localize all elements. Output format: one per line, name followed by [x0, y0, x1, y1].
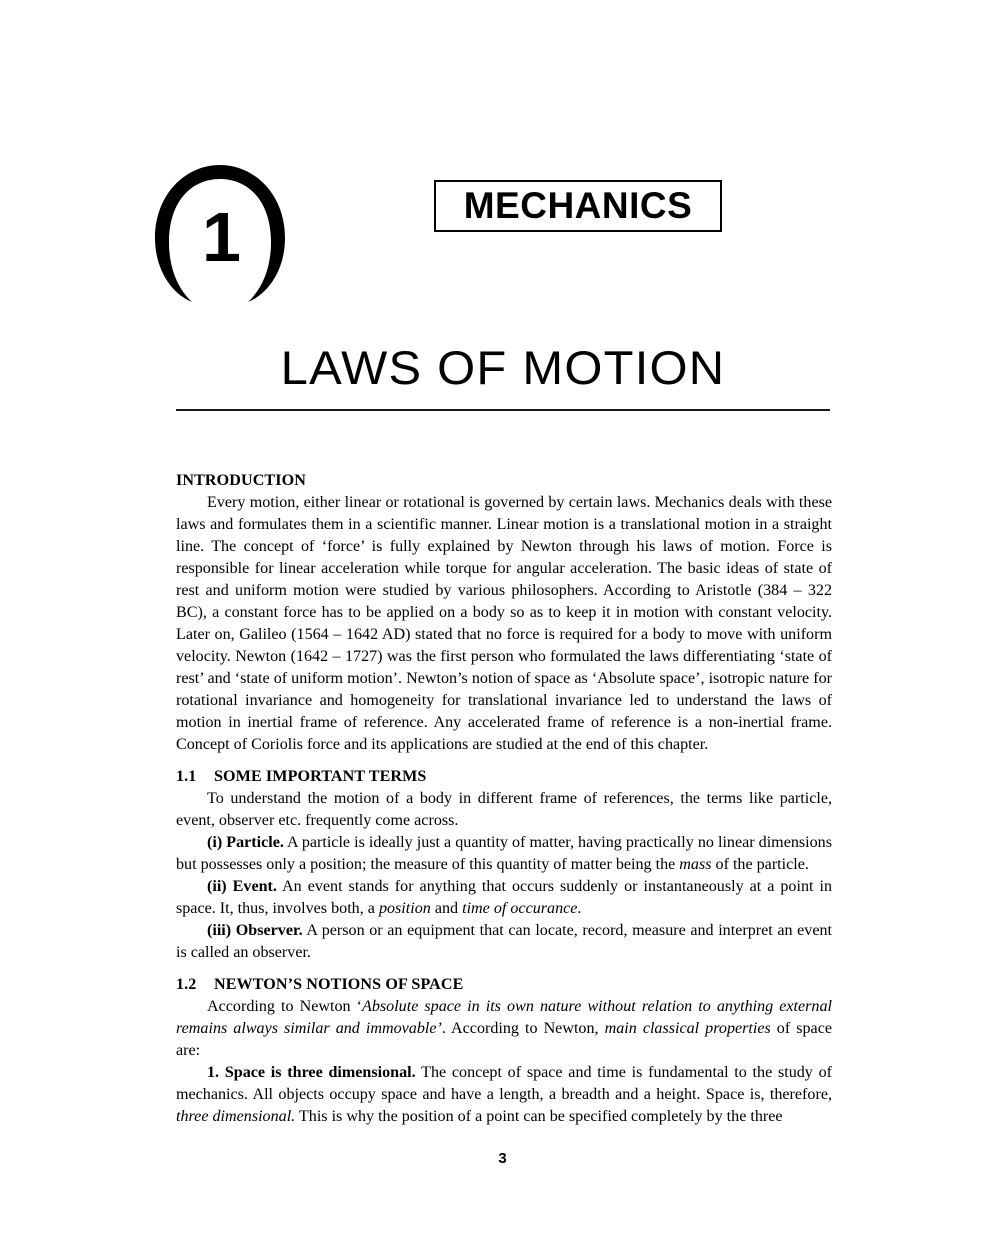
s12-text-a: According to Newton ‘ [207, 998, 363, 1015]
term-text-particle-a: A particle is ideally just a quantity of matter, having practically no linear dimensions but possesses only a position; the measure of this quantity of matter being the [176, 834, 832, 873]
space-point-1-text-a: The concept of space and time is fundamental to the study of mechanics. All objects occupy space and have a length, a breadth and a height. Space is, therefore, [176, 1064, 832, 1103]
term-text-event-c: . [577, 900, 582, 917]
term-text-particle-b: of the particle. [711, 856, 809, 873]
term-label-observer: (iii) Observer. [207, 922, 303, 939]
introduction-paragraph: Every motion, either linear or rotational is governed by certain laws. Mechanics deals with these laws and formulates them in a scientific manner. Linear motion is a translational motion in a straight line. The concept of ‘force’ is fully explained by Newton through his laws of motion. Force is responsible for linear acceleration while torque for angular acceleration. The basic ideas of state of rest and uniform motion were studied by various philosophers. According to Aristotle (384 – 322 BC), a constant force has to be applied on a body so as to keep it in motion with constant velocity. Later on, Galileo (1564 – 1642 AD) stated that no force is required for a body to move with uniform velocity. Newton (1642 – 1727) was the first person who formulated the laws differentiating ‘state of rest’ and ‘state of uniform motion’. Newton’s notion of space as ‘Absolute space’, isotropic nature for rotational invariance and homogeneity for translational invariance led to understand the laws of motion in inertial frame of reference. Any accelerated frame of reference is a non-inertial frame. Concept of Coriolis force and its applications are studied at the end of this chapter. [176, 494, 832, 753]
space-point-1-label: 1. Space is three dimensional. [207, 1064, 416, 1081]
s12-italic-phrase: main classical properties [604, 1020, 771, 1037]
chapter-badge [150, 162, 290, 307]
space-point-1-text-b: This is why the position of a point can be specified completely by the three [295, 1108, 783, 1125]
mechanics-banner-label: MECHANICS [463, 184, 693, 226]
section-heading-1-1 [176, 766, 832, 788]
circle-chapter-badge-icon [150, 162, 290, 307]
section-1-1-intro-paragraph: To understand the motion of a body in different frame of references, the terms like particle, event, observer etc. frequently come across. [176, 790, 832, 829]
space-point-1 [176, 1062, 832, 1128]
section-1-2-intro-paragraph [176, 996, 832, 1062]
page-number: 3 [498, 1150, 507, 1167]
term-label-particle: (i) Particle. [207, 834, 284, 851]
term-item-event [176, 876, 832, 920]
s12-text-b: . According to Newton, [441, 1020, 605, 1037]
section-heading-1-2 [176, 974, 832, 996]
term-item-observer [176, 920, 832, 964]
term-item-particle [176, 832, 832, 876]
mechanics-banner [434, 180, 722, 232]
term-italic-position: position [378, 900, 431, 917]
introduction-heading: INTRODUCTION [176, 472, 306, 489]
space-point-1-italic: three dimensional. [176, 1108, 296, 1125]
section-number-1-1: 1.1 [176, 768, 197, 785]
term-italic-time-of-occurance: time of occurance [462, 900, 578, 917]
s12-text-c: of space are: [176, 1020, 832, 1059]
term-text-event-b: and [430, 900, 463, 917]
title-divider [176, 409, 830, 411]
term-text-event-a: An event stands for anything that occurs suddenly or instantaneously at a point in space. It, thus, involves both, a [176, 878, 832, 917]
chapter-number: 1 [202, 197, 241, 276]
document-body [176, 470, 832, 1128]
section-number-1-2: 1.2 [176, 976, 197, 993]
term-label-event: (ii) Event. [207, 878, 277, 895]
term-italic-mass: mass [679, 856, 712, 873]
term-text-observer: A person or an equipment that can locate, record, measure and interpret an event is called an observer. [176, 922, 832, 961]
s12-italic-quote: Absolute space in its own nature without relation to anything external remains always similar and immovable’ [176, 998, 832, 1037]
section-title-1-2: NEWTON’S NOTIONS OF SPACE [214, 976, 464, 993]
section-title-1-1: SOME IMPORTANT TERMS [214, 768, 427, 785]
page-title: LAWS OF MOTION [280, 341, 726, 394]
